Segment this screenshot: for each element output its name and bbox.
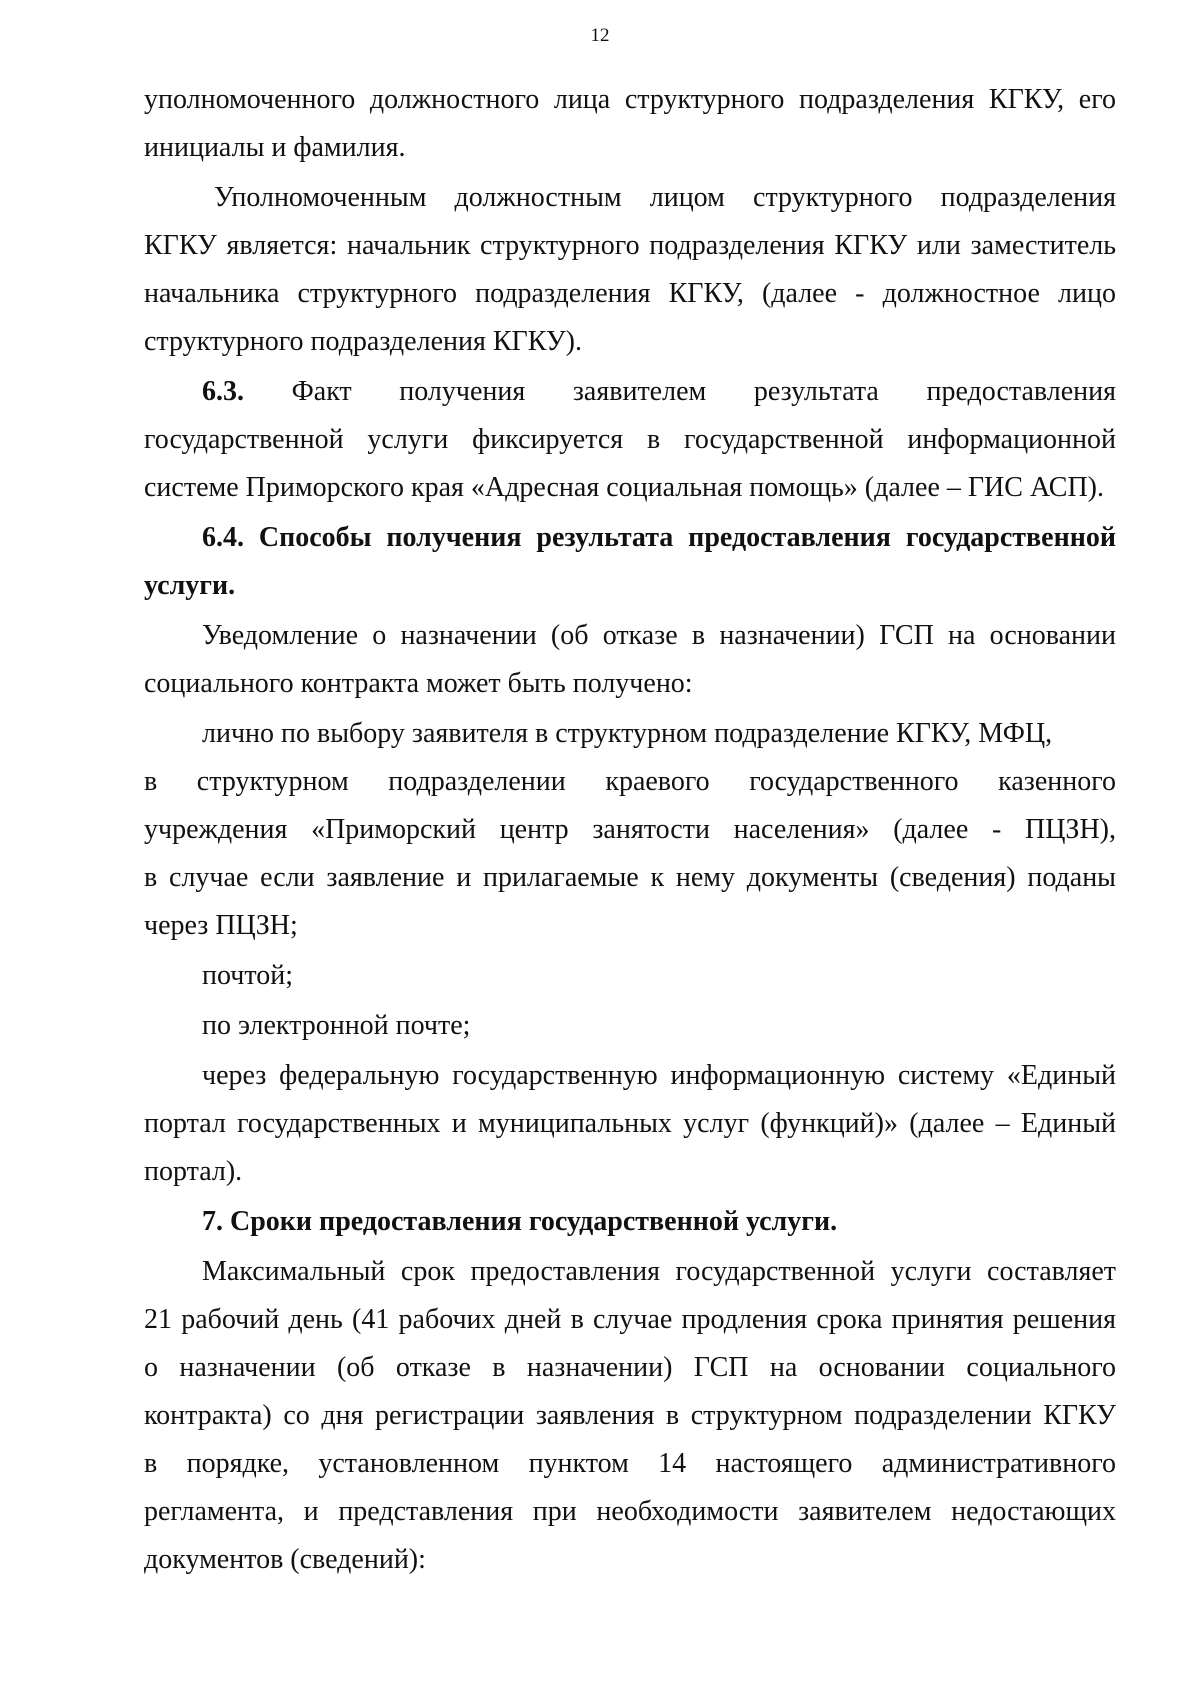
paragraph-max-term bbox=[144, 1248, 1116, 1584]
text-line: портал государственных и муниципальных услуг (функций)» (далее – Единый bbox=[144, 1108, 1116, 1139]
text-line: системе Приморского края «Адресная социальная помощь» (далее – ГИС АСП). bbox=[144, 472, 1104, 503]
text-line: через ПЦЗН; bbox=[144, 910, 298, 941]
paragraph-in-person bbox=[144, 710, 1116, 950]
text-line: социального контракта может быть получено: bbox=[144, 668, 693, 699]
text-line: документов (сведений): bbox=[144, 1544, 426, 1575]
page-content bbox=[144, 76, 1116, 1584]
text-line: Максимальный срок предоставления государственной услуги составляет bbox=[202, 1256, 1116, 1287]
paragraph-notification bbox=[144, 612, 1116, 708]
section-heading: услуги. bbox=[144, 570, 236, 601]
section-6-3-text: Факт получения заявителем результата предоставления bbox=[291, 376, 1116, 407]
text-line: регламента, и представления при необходимости заявителем недостающих bbox=[144, 1496, 1116, 1527]
text-line: портал). bbox=[144, 1156, 243, 1187]
text-line: 21 рабочий день (41 рабочих дней в случае продления срока принятия решения bbox=[144, 1304, 1116, 1335]
text-line: в случае если заявление и прилагаемые к нему документы (сведения) поданы bbox=[144, 862, 1116, 893]
text-line: контракта) со дня регистрации заявления в структурном подразделении КГКУ bbox=[144, 1400, 1116, 1431]
section-6-4-heading bbox=[144, 514, 1116, 610]
section-number: 6.3. bbox=[202, 376, 244, 407]
text-line: уполномоченного должностного лица структурного подразделения КГКУ, его bbox=[144, 84, 1116, 115]
text-line: в структурном подразделении краевого государственного казенного bbox=[144, 766, 1116, 797]
text-line: в порядке, установленном пунктом 14 настоящего административного bbox=[144, 1448, 1116, 1479]
text-line: через федеральную государственную информационную систему «Единый bbox=[202, 1060, 1116, 1091]
section-6-3-first-line bbox=[144, 368, 1116, 416]
page-number: 12 bbox=[590, 25, 610, 46]
text-line: учреждения «Приморский центр занятости населения» (далее - ПЦЗН), bbox=[144, 814, 1116, 845]
paragraph-authorized-official bbox=[144, 174, 1116, 366]
list-item: по электронной почте; bbox=[202, 1010, 471, 1041]
text-line: Уведомление о назначении (об отказе в назначении) ГСП на основании bbox=[202, 620, 1116, 651]
section-6-3 bbox=[144, 368, 1116, 512]
text-line: КГКУ является: начальник структурного подразделения КГКУ или заместитель bbox=[144, 230, 1116, 261]
section-7-heading: 7. Сроки предоставления государственной услуги. bbox=[202, 1206, 838, 1237]
list-item: почтой; bbox=[202, 960, 293, 991]
text-line: государственной услуги фиксируется в государственной информационной bbox=[144, 424, 1116, 455]
text-line: о назначении (об отказе в назначении) ГСП на основании социального bbox=[144, 1352, 1116, 1383]
paragraph-portal bbox=[144, 1052, 1116, 1196]
text-line: Уполномоченным должностным лицом структурного подразделения bbox=[214, 182, 1116, 213]
section-heading: 6.4. Способы получения результата предоставления государственной bbox=[202, 522, 1116, 553]
text-line: начальника структурного подразделения КГКУ, (далее - должностное лицо bbox=[144, 278, 1116, 309]
text-line: структурного подразделения КГКУ). bbox=[144, 326, 582, 357]
text-line: инициалы и фамилия. bbox=[144, 132, 406, 163]
text-line: лично по выбору заявителя в структурном подразделение КГКУ, МФЦ, bbox=[202, 718, 1053, 749]
